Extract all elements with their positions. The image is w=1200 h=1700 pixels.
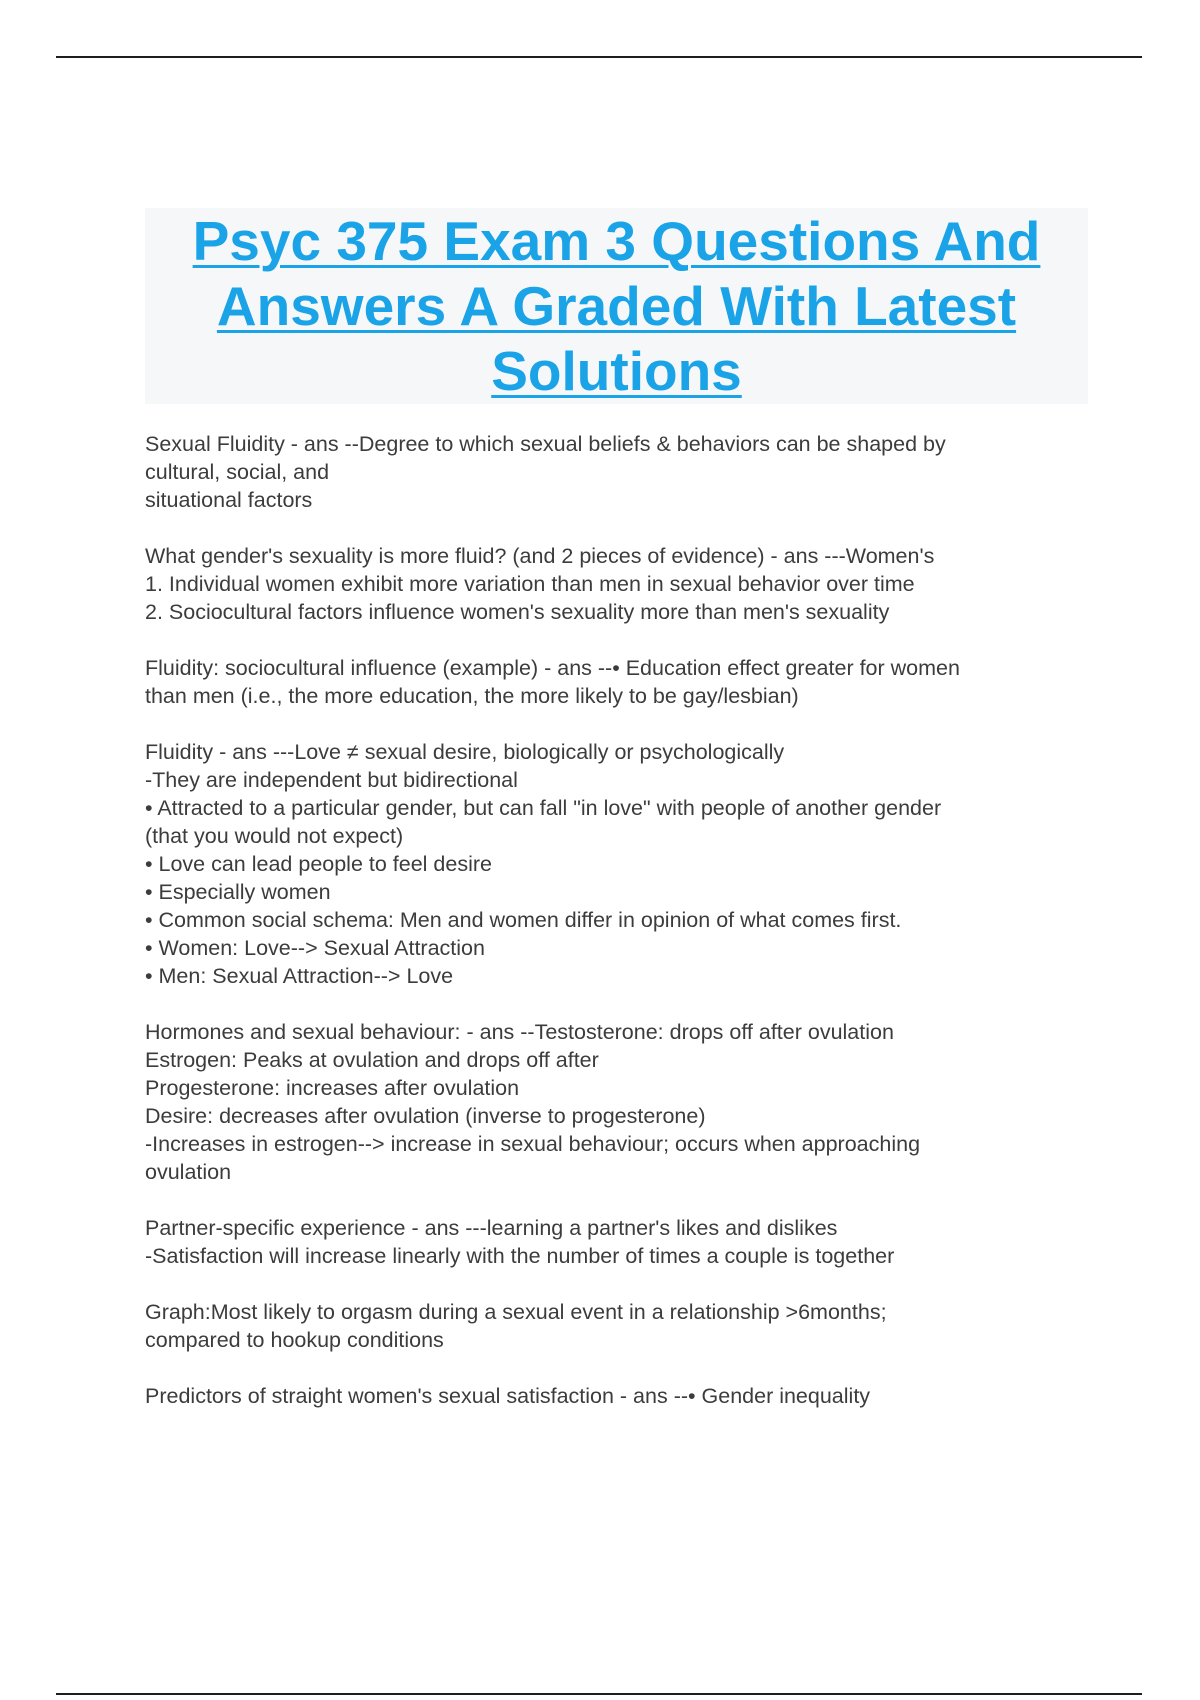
text-line: situational factors: [145, 488, 313, 512]
title-banner: [145, 208, 1088, 404]
qa-entry: [145, 1018, 1085, 1186]
text-line: 1. Individual women exhibit more variation than men in sexual behavior over time: [145, 572, 915, 596]
text-line: than men (i.e., the more education, the more likely to be gay/lesbian): [145, 684, 799, 708]
text-line: Graph:Most likely to orgasm during a sexual event in a relationship >6months;: [145, 1300, 887, 1324]
text-line: -They are independent but bidirectional: [145, 768, 518, 792]
text-line: Progesterone: increases after ovulation: [145, 1076, 520, 1100]
text-line: ovulation: [145, 1160, 232, 1184]
text-line: Desire: decreases after ovulation (inverse to progesterone): [145, 1104, 706, 1128]
qa-entry: [145, 1382, 1085, 1410]
text-line: • Women: Love--> Sexual Attraction: [145, 936, 485, 960]
text-line: • Especially women: [145, 880, 331, 904]
title-line: Answers A Graded With Latest: [216, 274, 1017, 337]
text-line: Fluidity - ans ---Love ≠ sexual desire, biologically or psychologically: [145, 740, 785, 764]
text-line: cultural, social, and: [145, 460, 330, 484]
text-line: -Increases in estrogen--> increase in sexual behaviour; occurs when approaching: [145, 1132, 921, 1156]
text-line: Estrogen: Peaks at ovulation and drops off after: [145, 1048, 599, 1072]
qa-content: [145, 430, 1085, 1438]
qa-entry: [145, 654, 1085, 710]
qa-entry: [145, 430, 1085, 514]
document-title-link[interactable]: [167, 209, 1067, 404]
text-line: -Satisfaction will increase linearly with the number of times a couple is together: [145, 1244, 895, 1268]
text-line: Hormones and sexual behaviour: - ans --Testosterone: drops off after ovulation: [145, 1020, 894, 1044]
text-line: What gender's sexuality is more fluid? (and 2 pieces of evidence) - ans ---Women's: [145, 544, 935, 568]
qa-entry: [145, 1214, 1085, 1270]
text-line: (that you would not expect): [145, 824, 404, 848]
top-rule: [56, 56, 1142, 58]
text-line: • Attracted to a particular gender, but can fall "in love" with people of another gender: [145, 796, 942, 820]
title-line: Solutions: [491, 339, 742, 402]
text-line: Predictors of straight women's sexual satisfaction - ans --• Gender inequality: [145, 1384, 871, 1408]
text-line: • Common social schema: Men and women differ in opinion of what comes first.: [145, 908, 902, 932]
text-line: Partner-specific experience - ans ---learning a partner's likes and dislikes: [145, 1216, 838, 1240]
text-line: compared to hookup conditions: [145, 1328, 444, 1352]
text-line: Sexual Fluidity - ans --Degree to which sexual beliefs & behaviors can be shaped by: [145, 432, 946, 456]
text-line: • Love can lead people to feel desire: [145, 852, 492, 876]
text-line: • Men: Sexual Attraction--> Love: [145, 964, 454, 988]
qa-entry: [145, 738, 1085, 990]
text-line: 2. Sociocultural factors influence women's sexuality more than men's sexuality: [145, 600, 890, 624]
qa-entry: [145, 1298, 1085, 1354]
bottom-rule: [56, 1693, 1142, 1695]
qa-entry: [145, 542, 1085, 626]
text-line: Fluidity: sociocultural influence (example) - ans --• Education effect greater for women: [145, 656, 960, 680]
title-line: Psyc 375 Exam 3 Questions And: [192, 209, 1041, 272]
